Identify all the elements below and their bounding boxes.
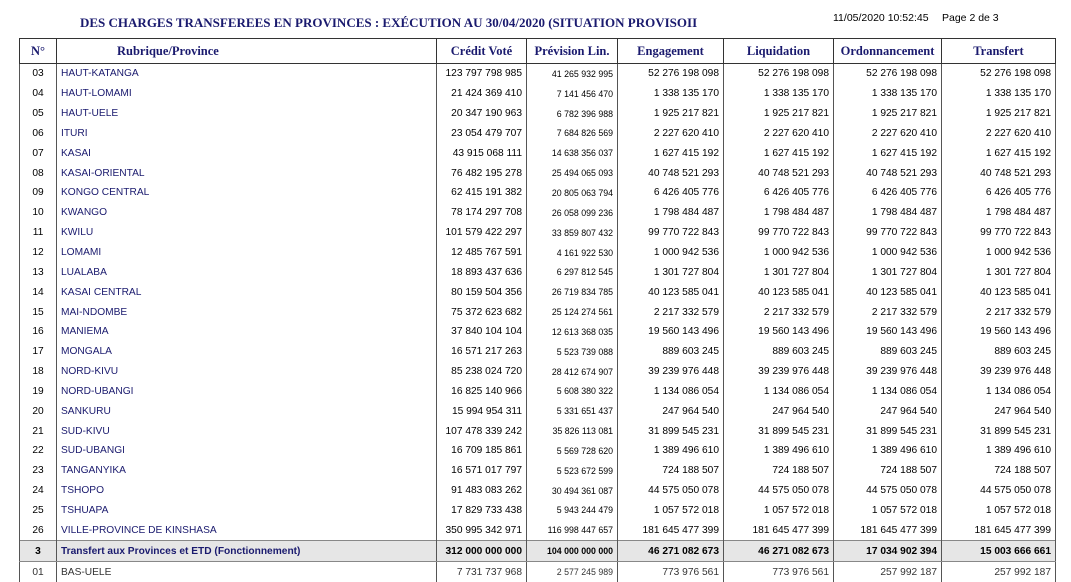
cell-transfert: 247 964 540 (942, 401, 1056, 421)
cell-name: SANKURU (57, 401, 437, 421)
cell-no: 18 (20, 362, 57, 382)
table-row (20, 421, 1056, 441)
cell-liquidation: 1 338 135 170 (724, 84, 834, 104)
cell-engagement: 1 627 415 192 (618, 143, 724, 163)
cell-ordonnancement: 52 276 198 098 (834, 64, 942, 84)
cell-liquidation: 46 271 082 673 (724, 541, 834, 562)
cell-ordonnancement: 181 645 477 399 (834, 520, 942, 540)
cell-ordonnancement: 247 964 540 (834, 401, 942, 421)
cell-prevision: 25 494 065 093 (527, 163, 618, 183)
cell-engagement: 44 575 050 078 (618, 481, 724, 501)
col-prevision-header: Prévision Lin. (527, 39, 618, 64)
table-row (20, 203, 1056, 223)
cell-transfert: 1 389 496 610 (942, 441, 1056, 461)
cell-engagement: 2 227 620 410 (618, 124, 724, 144)
table-row (20, 461, 1056, 481)
cell-prevision: 5 943 244 479 (527, 501, 618, 521)
cell-liquidation: 247 964 540 (724, 401, 834, 421)
cell-name: SUD-KIVU (57, 421, 437, 441)
cell-name: SUD-UBANGI (57, 441, 437, 461)
cell-prevision: 7 684 826 569 (527, 124, 618, 144)
cell-no: 01 (20, 562, 57, 582)
cell-no: 15 (20, 302, 57, 322)
table-row (20, 262, 1056, 282)
cell-credit: 12 485 767 591 (437, 243, 527, 263)
cell-name: LUALABA (57, 262, 437, 282)
cell-credit: 107 478 339 242 (437, 421, 527, 441)
table-row (20, 64, 1056, 84)
cell-transfert: 1 301 727 804 (942, 262, 1056, 282)
cell-engagement: 40 748 521 293 (618, 163, 724, 183)
cell-liquidation: 40 123 585 041 (724, 282, 834, 302)
cell-transfert: 1 925 217 821 (942, 104, 1056, 124)
cell-no: 25 (20, 501, 57, 521)
cell-transfert: 257 992 187 (942, 562, 1056, 582)
table-row (20, 124, 1056, 144)
cell-liquidation: 773 976 561 (724, 562, 834, 582)
cell-name: KASAI (57, 143, 437, 163)
cell-liquidation: 1 627 415 192 (724, 143, 834, 163)
cell-transfert: 31 899 545 231 (942, 421, 1056, 441)
cell-liquidation: 1 798 484 487 (724, 203, 834, 223)
cell-name: MONGALA (57, 342, 437, 362)
table-row (20, 401, 1056, 421)
cell-liquidation: 1 134 086 054 (724, 382, 834, 402)
cell-no: 03 (20, 64, 57, 84)
table-row (20, 163, 1056, 183)
cell-ordonnancement: 17 034 902 394 (834, 541, 942, 562)
cell-credit: 20 347 190 963 (437, 104, 527, 124)
table-row (20, 481, 1056, 501)
table-row (20, 362, 1056, 382)
cell-prevision: 12 613 368 035 (527, 322, 618, 342)
cell-prevision: 26 719 834 785 (527, 282, 618, 302)
cell-name: KWANGO (57, 203, 437, 223)
cell-liquidation: 1 301 727 804 (724, 262, 834, 282)
cell-name: LOMAMI (57, 243, 437, 263)
col-transfert-header: Transfert (942, 39, 1056, 64)
cell-no: 10 (20, 203, 57, 223)
execution-table (19, 38, 1056, 582)
cell-liquidation: 52 276 198 098 (724, 64, 834, 84)
cell-engagement: 19 560 143 496 (618, 322, 724, 342)
table-row (20, 223, 1056, 243)
cell-no: 22 (20, 441, 57, 461)
table-row (20, 243, 1056, 263)
cell-transfert: 52 276 198 098 (942, 64, 1056, 84)
cell-transfert: 39 239 976 448 (942, 362, 1056, 382)
cell-credit: 18 893 437 636 (437, 262, 527, 282)
cell-no: 08 (20, 163, 57, 183)
cell-ordonnancement: 1 134 086 054 (834, 382, 942, 402)
cell-engagement: 46 271 082 673 (618, 541, 724, 562)
cell-liquidation: 99 770 722 843 (724, 223, 834, 243)
table-row (20, 501, 1056, 521)
cell-prevision: 7 141 456 470 (527, 84, 618, 104)
cell-engagement: 1 134 086 054 (618, 382, 724, 402)
cell-prevision: 33 859 807 432 (527, 223, 618, 243)
cell-prevision: 5 608 380 322 (527, 382, 618, 402)
cell-name: HAUT-KATANGA (57, 64, 437, 84)
cell-name: KWILU (57, 223, 437, 243)
cell-ordonnancement: 44 575 050 078 (834, 481, 942, 501)
cell-credit: 43 915 068 111 (437, 143, 527, 163)
cell-name: TSHOPO (57, 481, 437, 501)
cell-ordonnancement: 1 000 942 536 (834, 243, 942, 263)
cell-no: 09 (20, 183, 57, 203)
cell-transfert: 181 645 477 399 (942, 520, 1056, 540)
cell-ordonnancement: 6 426 405 776 (834, 183, 942, 203)
cell-engagement: 2 217 332 579 (618, 302, 724, 322)
cell-credit: 16 571 217 263 (437, 342, 527, 362)
cell-credit: 16 825 140 966 (437, 382, 527, 402)
cell-liquidation: 1 057 572 018 (724, 501, 834, 521)
cell-credit: 16 571 017 797 (437, 461, 527, 481)
cell-credit: 80 159 504 356 (437, 282, 527, 302)
cell-credit: 21 424 369 410 (437, 84, 527, 104)
col-engagement-header: Engagement (618, 39, 724, 64)
cell-credit: 85 238 024 720 (437, 362, 527, 382)
cell-no: 21 (20, 421, 57, 441)
cell-credit: 15 994 954 311 (437, 401, 527, 421)
cell-engagement: 724 188 507 (618, 461, 724, 481)
cell-transfert: 2 217 332 579 (942, 302, 1056, 322)
cell-ordonnancement: 1 627 415 192 (834, 143, 942, 163)
cell-no: 20 (20, 401, 57, 421)
cell-engagement: 181 645 477 399 (618, 520, 724, 540)
cell-no: 3 (20, 541, 57, 562)
cell-no: 12 (20, 243, 57, 263)
cell-name: HAUT-LOMAMI (57, 84, 437, 104)
cell-prevision: 6 782 396 988 (527, 104, 618, 124)
col-ordonnancement-header: Ordonnancement (834, 39, 942, 64)
cell-ordonnancement: 724 188 507 (834, 461, 942, 481)
cell-engagement: 889 603 245 (618, 342, 724, 362)
cell-no: 14 (20, 282, 57, 302)
cell-ordonnancement: 257 992 187 (834, 562, 942, 582)
cell-name: NORD-KIVU (57, 362, 437, 382)
cell-engagement: 1 057 572 018 (618, 501, 724, 521)
table-row (20, 143, 1056, 163)
cell-ordonnancement: 2 217 332 579 (834, 302, 942, 322)
table-row (20, 441, 1056, 461)
cell-no: 19 (20, 382, 57, 402)
cell-credit: 123 797 798 985 (437, 64, 527, 84)
cell-liquidation: 1 389 496 610 (724, 441, 834, 461)
cell-name: VILLE-PROVINCE DE KINSHASA (57, 520, 437, 540)
cell-transfert: 1 627 415 192 (942, 143, 1056, 163)
cell-credit: 78 174 297 708 (437, 203, 527, 223)
cell-liquidation: 39 239 976 448 (724, 362, 834, 382)
cell-engagement: 1 338 135 170 (618, 84, 724, 104)
cell-no: 16 (20, 322, 57, 342)
cell-name: ITURI (57, 124, 437, 144)
col-rubrique-header: Rubrique/Province (57, 39, 437, 64)
cell-credit: 23 054 479 707 (437, 124, 527, 144)
cell-no: 23 (20, 461, 57, 481)
cell-transfert: 1 134 086 054 (942, 382, 1056, 402)
cell-transfert: 2 227 620 410 (942, 124, 1056, 144)
report-title: DES CHARGES TRANSFEREES EN PROVINCES : EXÉCUTION AU 30/04/2020 (SITUATION PROVISOII (80, 15, 698, 30)
col-liquidation-header: Liquidation (724, 39, 834, 64)
cell-name: KASAI-ORIENTAL (57, 163, 437, 183)
cell-name: TSHUAPA (57, 501, 437, 521)
table-row (20, 104, 1056, 124)
cell-liquidation: 44 575 050 078 (724, 481, 834, 501)
cell-engagement: 1 925 217 821 (618, 104, 724, 124)
cell-name: MANIEMA (57, 322, 437, 342)
table-body (20, 64, 1056, 582)
cell-prevision: 35 826 113 081 (527, 421, 618, 441)
cell-transfert: 1 338 135 170 (942, 84, 1056, 104)
table-row (20, 302, 1056, 322)
cell-prevision: 5 331 651 437 (527, 401, 618, 421)
cell-prevision: 41 265 932 995 (527, 64, 618, 84)
cell-ordonnancement: 1 389 496 610 (834, 441, 942, 461)
cell-engagement: 39 239 976 448 (618, 362, 724, 382)
cell-prevision: 104 000 000 000 (527, 541, 618, 562)
cell-no: 17 (20, 342, 57, 362)
cell-credit: 37 840 104 104 (437, 322, 527, 342)
cell-engagement: 52 276 198 098 (618, 64, 724, 84)
cell-prevision: 26 058 099 236 (527, 203, 618, 223)
cell-transfert: 889 603 245 (942, 342, 1056, 362)
table-row (20, 342, 1056, 362)
cell-no: 11 (20, 223, 57, 243)
cell-prevision: 4 161 922 530 (527, 243, 618, 263)
cell-name: HAUT-UELE (57, 104, 437, 124)
table-row (20, 282, 1056, 302)
cell-liquidation: 724 188 507 (724, 461, 834, 481)
cell-credit: 101 579 422 297 (437, 223, 527, 243)
cell-ordonnancement: 19 560 143 496 (834, 322, 942, 342)
cell-liquidation: 1 925 217 821 (724, 104, 834, 124)
cell-liquidation: 40 748 521 293 (724, 163, 834, 183)
col-no-header: N° (20, 39, 57, 64)
cell-name: KONGO CENTRAL (57, 183, 437, 203)
cell-ordonnancement: 99 770 722 843 (834, 223, 942, 243)
cell-transfert: 1 798 484 487 (942, 203, 1056, 223)
cell-no: 07 (20, 143, 57, 163)
cell-name: MAI-NDOMBE (57, 302, 437, 322)
cell-no: 05 (20, 104, 57, 124)
cell-credit: 75 372 623 682 (437, 302, 527, 322)
cell-no: 13 (20, 262, 57, 282)
cell-name: TANGANYIKA (57, 461, 437, 481)
cell-transfert: 1 057 572 018 (942, 501, 1056, 521)
cell-name: BAS-UELE (57, 562, 437, 582)
table-row (20, 382, 1056, 402)
header-row (20, 39, 1056, 64)
cell-credit: 91 483 083 262 (437, 481, 527, 501)
print-date: 11/05/2020 10:52:45 (833, 12, 929, 24)
cell-ordonnancement: 1 301 727 804 (834, 262, 942, 282)
cell-ordonnancement: 1 057 572 018 (834, 501, 942, 521)
cell-prevision: 5 523 672 599 (527, 461, 618, 481)
cell-prevision: 14 638 356 037 (527, 143, 618, 163)
cell-transfert: 40 123 585 041 (942, 282, 1056, 302)
cell-no: 04 (20, 84, 57, 104)
cell-prevision: 20 805 063 794 (527, 183, 618, 203)
cell-prevision: 30 494 361 087 (527, 481, 618, 501)
cell-liquidation: 19 560 143 496 (724, 322, 834, 342)
cell-name: Transfert aux Provinces et ETD (Fonctionnement) (57, 541, 437, 562)
cell-engagement: 31 899 545 231 (618, 421, 724, 441)
cell-no: 06 (20, 124, 57, 144)
cell-engagement: 40 123 585 041 (618, 282, 724, 302)
cell-transfert: 40 748 521 293 (942, 163, 1056, 183)
cell-liquidation: 889 603 245 (724, 342, 834, 362)
cell-ordonnancement: 31 899 545 231 (834, 421, 942, 441)
cell-credit: 350 995 342 971 (437, 520, 527, 540)
cell-engagement: 1 000 942 536 (618, 243, 724, 263)
cell-ordonnancement: 40 123 585 041 (834, 282, 942, 302)
cell-ordonnancement: 2 227 620 410 (834, 124, 942, 144)
cell-prevision: 5 523 739 088 (527, 342, 618, 362)
cell-credit: 16 709 185 861 (437, 441, 527, 461)
cell-prevision: 25 124 274 561 (527, 302, 618, 322)
cell-engagement: 1 301 727 804 (618, 262, 724, 282)
cell-transfert: 15 003 666 661 (942, 541, 1056, 562)
cell-transfert: 1 000 942 536 (942, 243, 1056, 263)
table-row (20, 322, 1056, 342)
cell-liquidation: 31 899 545 231 (724, 421, 834, 441)
col-credit-header: Crédit Voté (437, 39, 527, 64)
cell-engagement: 773 976 561 (618, 562, 724, 582)
table-row (20, 183, 1056, 203)
cell-name: KASAI CENTRAL (57, 282, 437, 302)
cell-credit: 17 829 733 438 (437, 501, 527, 521)
cell-liquidation: 6 426 405 776 (724, 183, 834, 203)
cell-ordonnancement: 1 925 217 821 (834, 104, 942, 124)
cell-transfert: 6 426 405 776 (942, 183, 1056, 203)
cell-ordonnancement: 889 603 245 (834, 342, 942, 362)
cell-ordonnancement: 40 748 521 293 (834, 163, 942, 183)
cell-prevision: 6 297 812 545 (527, 262, 618, 282)
table-row (20, 562, 1056, 582)
cell-no: 26 (20, 520, 57, 540)
table-row (20, 520, 1056, 540)
cell-credit: 76 482 195 278 (437, 163, 527, 183)
cell-transfert: 44 575 050 078 (942, 481, 1056, 501)
table-row (20, 84, 1056, 104)
cell-credit: 7 731 737 968 (437, 562, 527, 582)
cell-credit: 62 415 191 382 (437, 183, 527, 203)
cell-no: 24 (20, 481, 57, 501)
cell-liquidation: 2 227 620 410 (724, 124, 834, 144)
cell-engagement: 1 389 496 610 (618, 441, 724, 461)
cell-ordonnancement: 1 338 135 170 (834, 84, 942, 104)
cell-engagement: 99 770 722 843 (618, 223, 724, 243)
cell-prevision: 2 577 245 989 (527, 562, 618, 582)
cell-ordonnancement: 1 798 484 487 (834, 203, 942, 223)
cell-liquidation: 181 645 477 399 (724, 520, 834, 540)
page-number: Page 2 de 3 (942, 12, 999, 24)
cell-prevision: 116 998 447 657 (527, 520, 618, 540)
cell-engagement: 6 426 405 776 (618, 183, 724, 203)
cell-liquidation: 2 217 332 579 (724, 302, 834, 322)
cell-prevision: 28 412 674 907 (527, 362, 618, 382)
cell-engagement: 1 798 484 487 (618, 203, 724, 223)
cell-ordonnancement: 39 239 976 448 (834, 362, 942, 382)
cell-prevision: 5 569 728 620 (527, 441, 618, 461)
cell-transfert: 99 770 722 843 (942, 223, 1056, 243)
total-row (20, 541, 1056, 562)
cell-engagement: 247 964 540 (618, 401, 724, 421)
cell-liquidation: 1 000 942 536 (724, 243, 834, 263)
cell-name: NORD-UBANGI (57, 382, 437, 402)
cell-transfert: 19 560 143 496 (942, 322, 1056, 342)
cell-credit: 312 000 000 000 (437, 541, 527, 562)
cell-transfert: 724 188 507 (942, 461, 1056, 481)
